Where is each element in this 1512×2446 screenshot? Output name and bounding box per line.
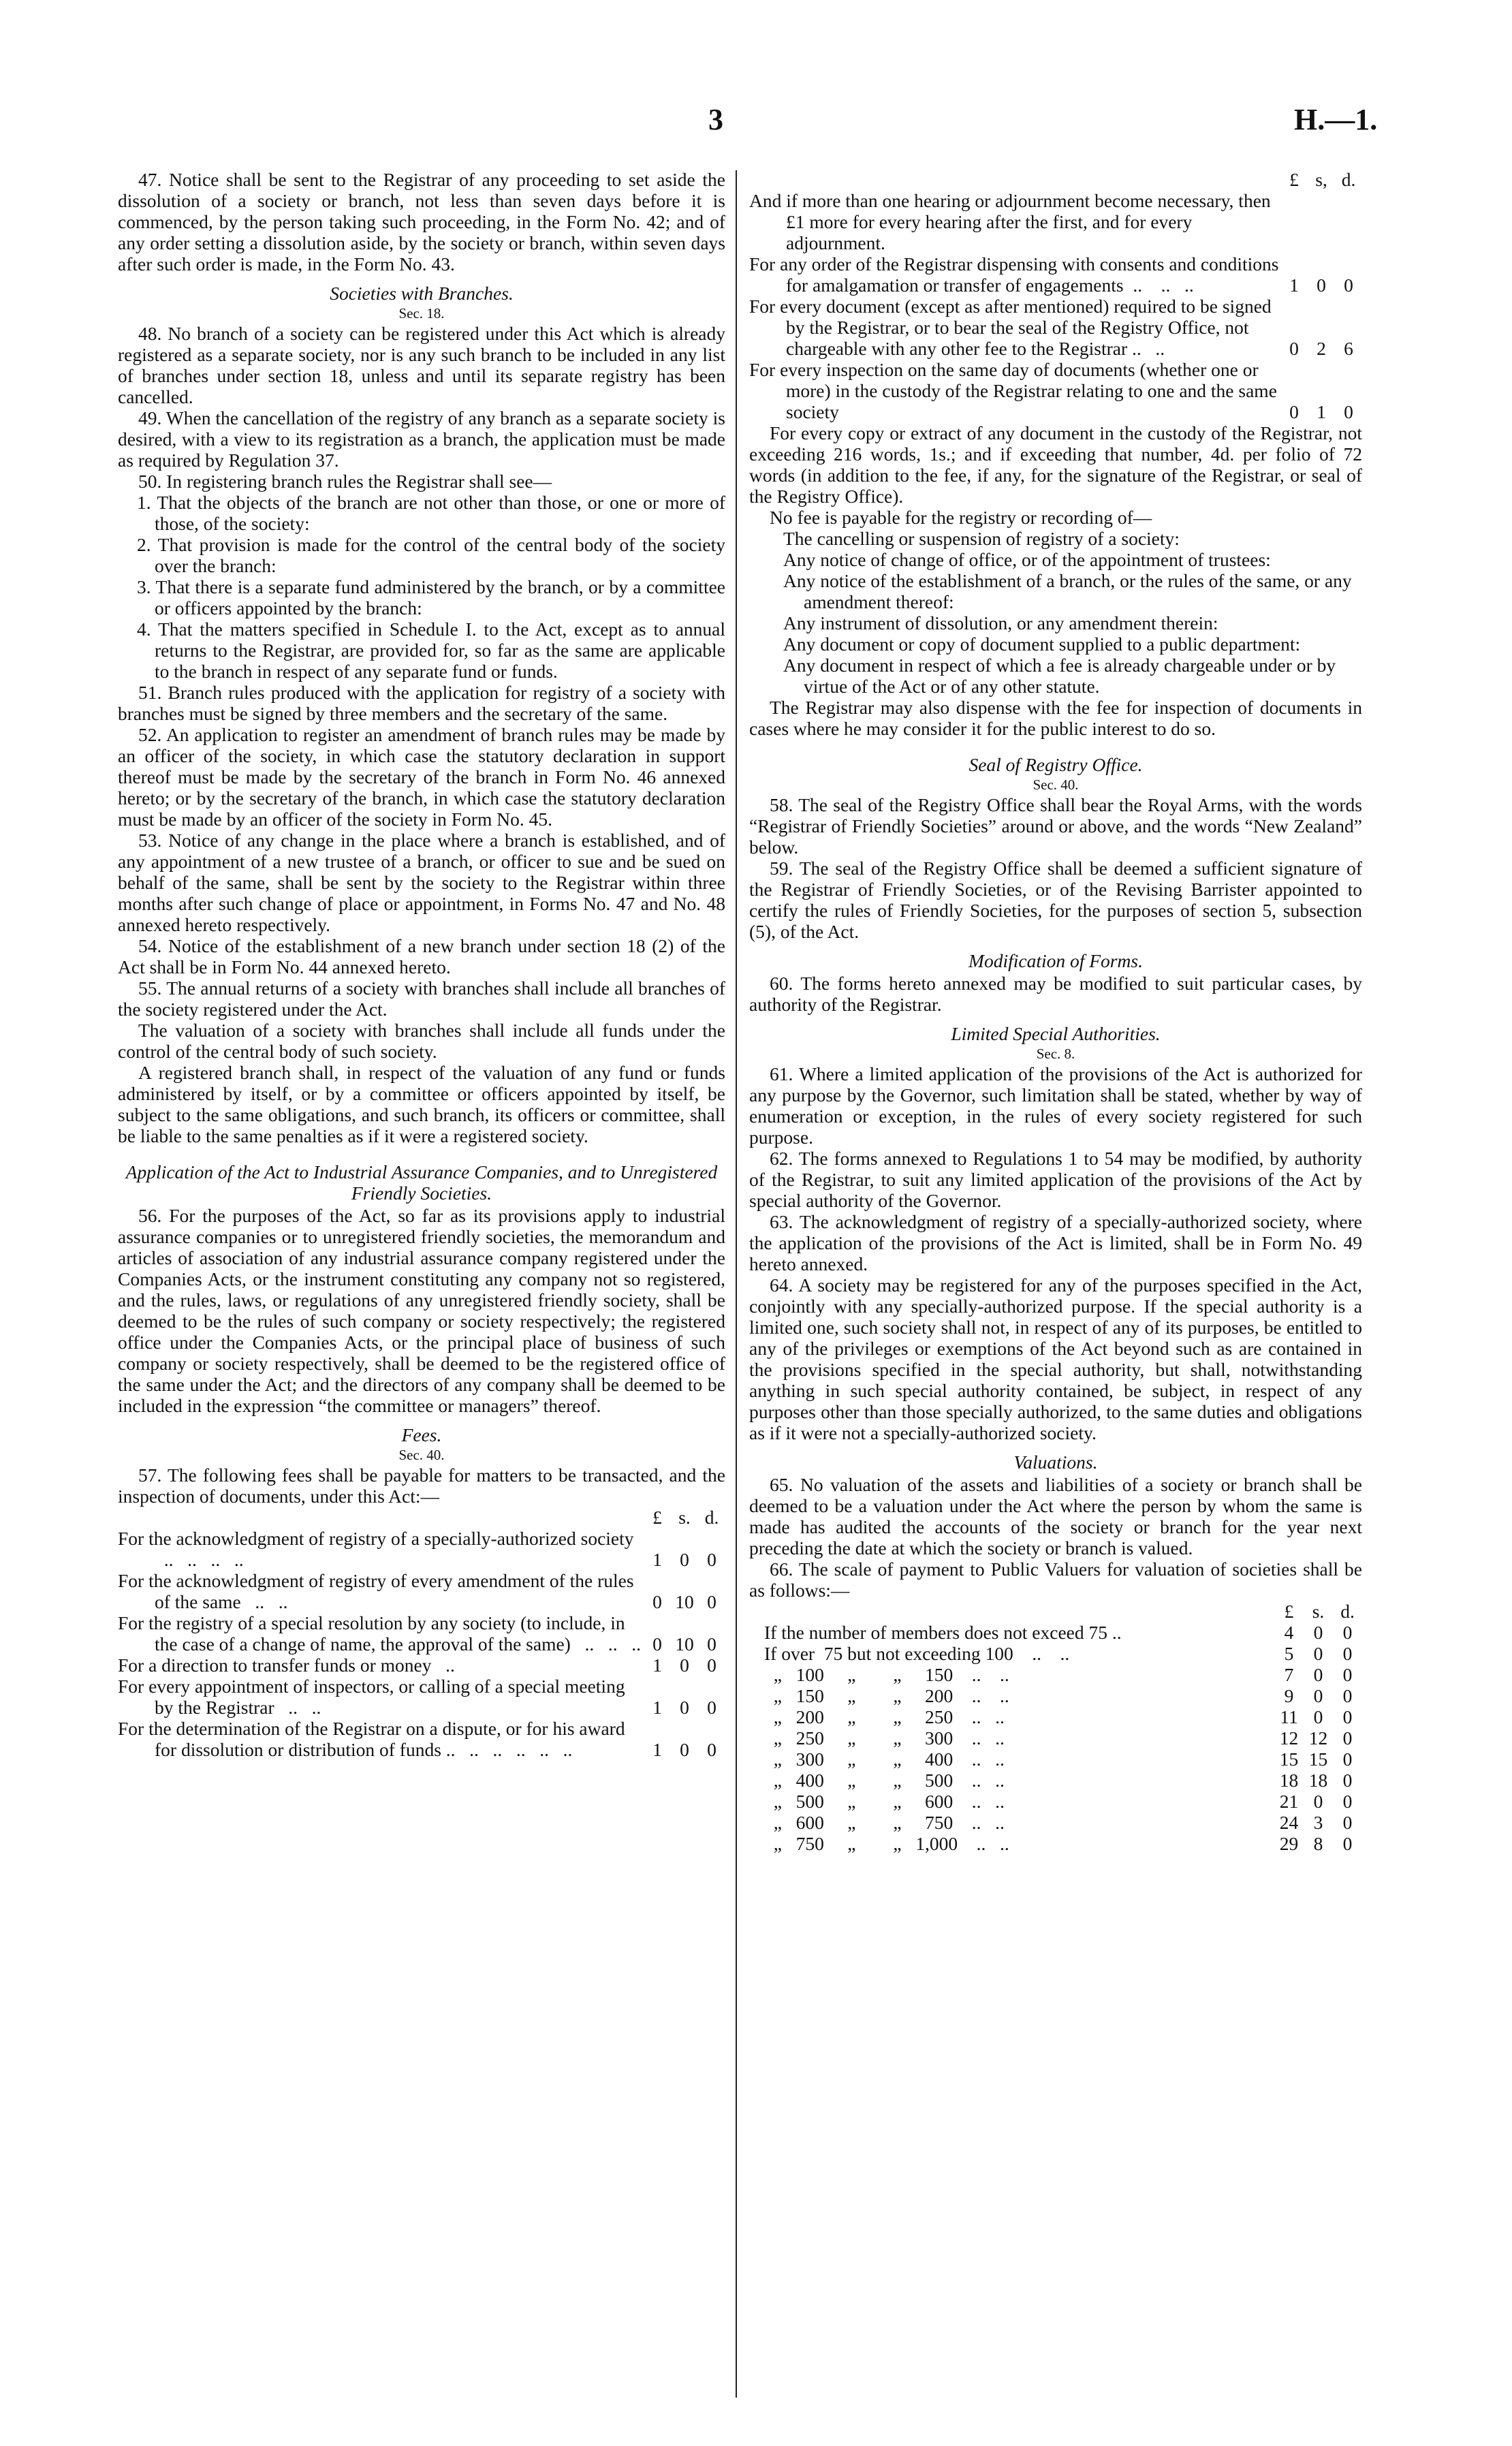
fee-description: For every inspection on the same day of documents (whether one or more) in the custody of the Registrar relating to one and the same society [749, 359, 1277, 422]
section-reference: Sec. 18. [398, 305, 445, 322]
valuation-label: „ 100 „ „ 150 .. .. [764, 1664, 1009, 1685]
regulation-52: 52. An application to register an amendment of branch rules may be made by an officer of the society, in which case the statutory declaration in support thereof must be made by the secretary of the branch in Form No. 46 annexed hereto; or by the secretary of the branch, in which case the statutory declaration must be made by an officer of the society in Form No. 45. [118, 724, 725, 830]
val-shillings: 18 [1308, 1770, 1328, 1791]
right-column [749, 169, 1362, 1854]
shillings-header: s, [1315, 169, 1327, 190]
valuation-row [749, 1749, 1362, 1770]
valuation-label: „ 200 „ „ 250 .. .. [764, 1706, 1005, 1727]
no-fee-paragraph: No fee is payable for the registry or recording of— [770, 507, 1152, 528]
fee-description: And if more than one hearing or adjournment become necessary, then £1 more for every hearing after the first, and for every adjournment. [749, 190, 1271, 253]
val-shillings: 0 [1313, 1622, 1323, 1643]
section-reference: Sec. 8. [1036, 1046, 1075, 1062]
valuation-row [749, 1727, 1362, 1749]
val-shillings: 0 [1313, 1685, 1323, 1706]
regulation-62: 62. The forms annexed to Regulations 1 to 54 may be modified, by authority of the Registrar, to suit any limited application of the provisions of the Act by special authority of the Governor. [749, 1148, 1362, 1211]
list-item: Any document or copy of document supplied to a public department: [783, 633, 1301, 655]
fee-row [749, 296, 1362, 359]
heading-application-of-act: Application of the Act to Industrial Assurance Companies, and to Unregistered Friendly Societies. [125, 1161, 718, 1204]
heading-limited-special-authorities: Limited Special Authorities. [951, 1023, 1161, 1044]
regulation-57: 57. The following fees shall be payable for matters to be transacted, and the inspection of documents, under this Act:— [118, 1464, 725, 1507]
pounds-header: £ [1289, 169, 1299, 190]
page-number: 3 [708, 103, 723, 136]
valuation-table-header [749, 1601, 1362, 1622]
regulation-51: 51. Branch rules produced with the application for registry of a society with branches must be signed by three members and the secretary of the same. [118, 682, 725, 724]
fee-shillings: 2 [1317, 338, 1326, 359]
fee-description: For every appointment of inspectors, or calling of a special meeting by the Registrar .. .. [118, 1676, 625, 1718]
val-pence: 0 [1342, 1643, 1353, 1664]
fee-row [749, 190, 1362, 253]
list-item: The cancelling or suspension of registry of a society: [783, 528, 1180, 549]
regulation-56: 56. For the purposes of the Act, so far as its provisions apply to industrial assurance companies or to unregistered friendly societies, the memorandum and articles of association of any industrial assurance company registered under the Companies Acts, or the instrument constituting any company not so registered, and the rules, laws, or regulations of any unregistered friendly society, shall be deemed to be the rules of such company or society respectively; the registered office under the Companies Acts, or the principal place of business of such company or society respectively, shall be deemed to be the registered office of the same under the Act; and the directors of any company shall be deemed to be included in the expression “the committee or managers” thereof. [118, 1205, 725, 1416]
fee-pence: 0 [707, 1697, 716, 1718]
list-item: 2. That provision is made for the control of the central body of the society over the branch: [137, 534, 725, 576]
val-pence: 0 [1342, 1749, 1353, 1770]
regulation-53: 53. Notice of any change in the place where a branch is established, and of any appointment of a new trustee of a branch, or officer to sue and be sued on behalf of the same, shall be sent by the society to the Registrar within three months after such change of place or appointment, in Forms No. 47 and No. 48 annexed hereto respectively. [118, 830, 725, 935]
fee-pounds: 1 [652, 1739, 662, 1760]
fee-shillings: 1 [1317, 401, 1326, 422]
fee-row [118, 1676, 725, 1718]
valuation-label: If the number of members does not exceed 75 .. [764, 1622, 1122, 1643]
list-item: 1. That the objects of the branch are not other than those, or one or more of those, of the society: [137, 492, 725, 534]
copy-fee-paragraph: For every copy or extract of any document in the custody of the Registrar, not exceeding 216 words, 1s.; and if exceeding that number, 4d. per folio of 72 words (in addition to the fee, if any, for the signature of the Registrar, or seal of the Registry Office). [749, 422, 1362, 507]
list-item: Any notice of the establishment of a branch, or the rules of the same, or any amendment thereof: [783, 570, 1352, 612]
list-item: Any instrument of dissolution, or any amendment therein: [783, 612, 1218, 633]
fee-pounds: 0 [1289, 401, 1299, 422]
val-shillings: 8 [1313, 1833, 1323, 1854]
regulation-63: 63. The acknowledgment of registry of a specially-authorized society, where the application of the provisions of the Act is limited, shall be in Form No. 49 hereto annexed. [749, 1211, 1362, 1274]
val-pounds: 18 [1279, 1770, 1299, 1791]
shillings-header: s. [678, 1507, 691, 1528]
valuation-label: „ 750 „ „ 1,000 .. .. [764, 1833, 1009, 1854]
valuation-row [749, 1685, 1362, 1706]
fee-shillings: 0 [680, 1549, 689, 1570]
pounds-header: £ [652, 1507, 662, 1528]
valuation-row [749, 1791, 1362, 1812]
heading-modification-of-forms: Modification of Forms. [968, 950, 1143, 971]
fee-pounds: 1 [652, 1655, 662, 1676]
fee-row [118, 1655, 725, 1676]
valuation-label: If over 75 but not exceeding 100 .. .. [764, 1643, 1070, 1664]
val-pounds: 7 [1284, 1664, 1294, 1685]
fee-row [118, 1528, 725, 1570]
fee-pence: 0 [707, 1591, 716, 1612]
fee-pence: 0 [707, 1549, 716, 1570]
dispense-paragraph: The Registrar may also dispense with the fee for inspection of documents in cases where he may consider it for the public interest to do so. [749, 697, 1362, 739]
fee-pounds: 0 [1289, 338, 1299, 359]
fee-shillings: 0 [680, 1697, 689, 1718]
regulation-48: 48. No branch of a society can be registered under this Act which is already registered as a separate society, nor is any such branch to be included in any list of branches under section 18, unless and until its separate registry has been cancelled. [118, 323, 725, 407]
val-pounds: 15 [1279, 1749, 1299, 1770]
heading-seal-of-registry-office: Seal of Registry Office. [968, 754, 1143, 775]
val-pounds: 24 [1279, 1812, 1299, 1833]
fee-pounds: 0 [652, 1633, 662, 1655]
regulation-55-valuation: The valuation of a society with branches shall include all funds under the control of the central body of such society. [118, 1020, 725, 1062]
val-pence: 0 [1342, 1706, 1353, 1727]
fee-row [118, 1570, 725, 1612]
fee-pence: 0 [707, 1739, 716, 1760]
regulation-47: 47. Notice shall be sent to the Registrar of any proceeding to set aside the dissolution of a society or branch, not less than seven days before it is commenced, by the person taking such proceeding, in the Form No. 42; and of any order setting a dissolution aside, by the society or branch, within seven days after such order is made, in the Form No. 43. [118, 169, 725, 275]
val-shillings: 3 [1313, 1812, 1323, 1833]
val-shillings: 0 [1313, 1706, 1323, 1727]
shillings-header: s. [1312, 1601, 1325, 1622]
regulation-65: 65. No valuation of the assets and liabilities of a society or branch shall be deemed to be a valuation under the Act where the person by whom the same is made has audited the accounts of the society or branch for the year next preceding the date at which the society or branch is valued. [749, 1474, 1362, 1558]
heading-valuations: Valuations. [1013, 1452, 1098, 1473]
column-divider [736, 170, 737, 2398]
val-pence: 0 [1342, 1727, 1353, 1749]
valuation-label: „ 500 „ „ 600 .. .. [764, 1791, 1005, 1812]
pence-header: d. [1341, 169, 1356, 190]
regulation-61: 61. Where a limited application of the provisions of the Act is authorized for any purpose by the Governor, such limitation shall be stated, whether by way of enumeration or exception, in the rules of every society registered for such purpose. [749, 1063, 1362, 1148]
fee-row [118, 1612, 725, 1655]
fee-shillings: 0 [1317, 275, 1326, 296]
valuation-label: „ 250 „ „ 300 .. .. [764, 1727, 1005, 1749]
val-pounds: 9 [1284, 1685, 1294, 1706]
val-shillings: 0 [1313, 1791, 1323, 1812]
fee-pounds: 1 [652, 1697, 662, 1718]
list-item: 3. That there is a separate fund administered by the branch, or by a committee or officers appointed by the branch: [137, 576, 725, 618]
valuation-row [749, 1812, 1362, 1833]
regulation-60: 60. The forms hereto annexed may be modified to suit particular cases, by authority of the Registrar. [749, 973, 1362, 1015]
regulation-64: 64. A society may be registered for any of the purposes specified in the Act, conjointly with any specially-authorized purpose. If the special authority is a limited one, such society shall not, in respect of any of its purposes, be entitled to any of the privileges or exemptions of the Act beyond such as are contained in the provisions specified in the special authority, but shall, notwithstanding anything in such special authority contained, be subject, in respect of any purposes other than those specially authorized, to the same duties and obligations as if it were not a specially-authorized society. [749, 1274, 1362, 1443]
val-pence: 0 [1342, 1770, 1353, 1791]
fee-description: For any order of the Registrar dispensing with consents and conditions for amalgamation or transfer of engagements .. .. .. [749, 253, 1279, 296]
val-pounds: 11 [1280, 1706, 1298, 1727]
valuation-label: „ 600 „ „ 750 .. .. [764, 1812, 1005, 1833]
regulation-66: 66. The scale of payment to Public Valuers for valuation of societies shall be as follows:— [749, 1558, 1362, 1601]
fee-shillings: 0 [680, 1655, 689, 1676]
fee-row [118, 1718, 725, 1760]
valuation-row [749, 1664, 1362, 1685]
fee-table-header [118, 1507, 725, 1528]
valuation-row [749, 1833, 1362, 1854]
val-pence: 0 [1342, 1622, 1353, 1643]
heading-fees: Fees. [401, 1424, 442, 1445]
fee-pence: 0 [1344, 275, 1353, 296]
fee-pence: 6 [1344, 338, 1353, 359]
regulation-55: 55. The annual returns of a society with branches shall include all branches of the society registered under the Act. [118, 977, 725, 1020]
valuation-label: „ 400 „ „ 500 .. .. [764, 1770, 1005, 1791]
fee-row [749, 253, 1362, 296]
val-pounds: 12 [1279, 1727, 1299, 1749]
val-pounds: 29 [1279, 1833, 1299, 1854]
pounds-header: £ [1284, 1601, 1294, 1622]
fee-pence: 0 [707, 1633, 716, 1655]
regulation-59: 59. The seal of the Registry Office shall be deemed a sufficient signature of the Registrar of Friendly Societies, or of the Revising Barrister appointed to certify the rules of Friendly Societies, for the purposes of section 5, subsection (5), of the Act. [749, 858, 1362, 942]
regulation-58: 58. The seal of the Registry Office shall bear the Royal Arms, with the words “Registrar of Friendly Societies” around or above, and the words “New Zealand” below. [749, 794, 1362, 858]
regulation-49: 49. When the cancellation of the registry of any branch as a separate society is desired, with a view to its registration as a branch, the application must be made as required by Regulation 37. [118, 407, 725, 471]
fee-description: For the acknowledgment of registry of every amendment of the rules of the same .. .. [118, 1570, 634, 1612]
fee-pounds: 1 [652, 1549, 662, 1570]
fee-description: For the determination of the Registrar on a dispute, or for his award for dissolution or distribution of funds .. .. .. .. .. .. [118, 1718, 625, 1760]
page-header [0, 102, 1512, 143]
section-reference: Sec. 40. [1033, 777, 1079, 793]
fee-shillings: 0 [680, 1739, 689, 1760]
val-pounds: 21 [1279, 1791, 1299, 1812]
valuation-row [749, 1622, 1362, 1643]
valuation-row [749, 1643, 1362, 1664]
pence-header: d. [704, 1507, 719, 1528]
pence-header: d. [1340, 1601, 1355, 1622]
list-item: Any notice of change of office, or of the appointment of trustees: [783, 549, 1271, 570]
val-pence: 0 [1342, 1791, 1353, 1812]
valuation-row [749, 1706, 1362, 1727]
document-reference: H.—1. [1294, 103, 1378, 136]
val-pence: 0 [1342, 1833, 1353, 1854]
fee-description: For every document (except as after mentioned) required to be signed by the Registrar, or to bear the seal of the Registry Office, not chargeable with any other fee to the Registrar .. .. [749, 296, 1272, 359]
fee-description: For the acknowledgment of registry of a specially-authorized society .. .. .. .. [118, 1528, 634, 1570]
val-pounds: 4 [1284, 1622, 1294, 1643]
fee-description: For a direction to transfer funds or money .. [118, 1655, 455, 1676]
regulation-55-branch: A registered branch shall, in respect of the valuation of any fund or funds administered by itself, or by a committee or officers appointed by itself, be subject to the same obligations, and such branch, its officers or committee, shall be liable to the same penalties as if it were a registered society. [118, 1062, 725, 1146]
section-reference: Sec. 40. [398, 1447, 445, 1463]
fee-table-header [749, 169, 1362, 190]
val-pence: 0 [1342, 1812, 1353, 1833]
val-shillings: 12 [1308, 1727, 1328, 1749]
regulation-50: 50. In registering branch rules the Registrar shall see— [138, 471, 552, 492]
valuation-label: „ 150 „ „ 200 .. .. [764, 1685, 1009, 1706]
fee-pounds: 0 [652, 1591, 662, 1612]
list-item: 4. That the matters specified in Schedule I. to the Act, except as to annual returns to the Registrar, are provided for, so far as the same are applicable to the branch in respect of any separate fund or funds. [137, 618, 725, 682]
regulation-54: 54. Notice of the establishment of a new branch under section 18 (2) of the Act shall be in Form No. 44 annexed hereto. [118, 935, 725, 977]
fee-pence: 0 [707, 1655, 716, 1676]
fee-shillings: 10 [675, 1591, 694, 1612]
fee-description: For the registry of a special resolution by any society (to include, in the case of a change of name, the approval of the same) .. .. .. [118, 1612, 641, 1655]
val-pence: 0 [1342, 1664, 1353, 1685]
val-pence: 0 [1342, 1685, 1353, 1706]
fee-row [749, 359, 1362, 422]
fee-shillings: 10 [675, 1633, 694, 1655]
valuation-label: „ 300 „ „ 400 .. .. [764, 1749, 1005, 1770]
val-shillings: 15 [1308, 1749, 1328, 1770]
val-pounds: 5 [1284, 1643, 1294, 1664]
val-shillings: 0 [1313, 1664, 1323, 1685]
fee-pounds: 1 [1289, 275, 1299, 296]
val-shillings: 0 [1313, 1643, 1323, 1664]
heading-societies-with-branches: Societies with Branches. [330, 283, 514, 304]
left-column [118, 169, 725, 1760]
fee-pence: 0 [1344, 401, 1353, 422]
list-item: Any document in respect of which a fee is already chargeable under or by virtue of the Act or of any other statute. [783, 655, 1336, 697]
valuation-row [749, 1770, 1362, 1791]
